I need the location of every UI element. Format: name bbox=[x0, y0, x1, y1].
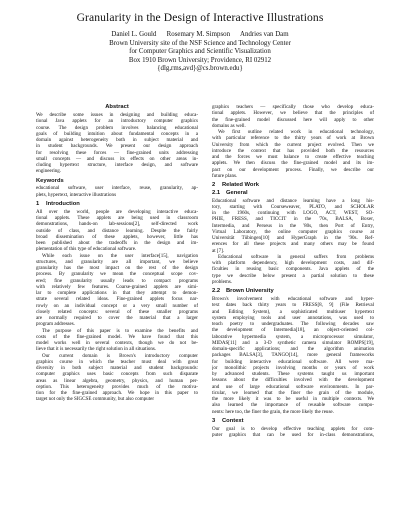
text-line: nents: here too, the finer the grain, the more likely the reuse. bbox=[212, 408, 334, 415]
text-line: model works well in several contexts, though we do not be- bbox=[36, 340, 198, 347]
section-heading-related-work bbox=[212, 182, 374, 188]
text-line: tional Java applets for an introductory computer graphics bbox=[36, 118, 198, 125]
author-block bbox=[0, 31, 400, 74]
text-line: been published about the tradeoffs in the design and im- bbox=[36, 240, 198, 247]
text-line: computer graphics uses basic concepts from such disparate bbox=[36, 371, 198, 378]
text-line: strate several related ideas. Fine-grained applets focus nar- bbox=[36, 296, 198, 303]
text-line: broad dissemination of these applets, however, little has bbox=[36, 233, 198, 240]
text-line: lar to complete applications in that they attempt to demon- bbox=[36, 290, 198, 297]
text-line: future plans. bbox=[212, 172, 238, 179]
affiliation-line-2: for Computer Graphics and Scientific Visualization bbox=[129, 48, 271, 56]
text-line: granularity has the most impact on the rest of the design bbox=[36, 265, 198, 272]
text-line: The purpose of this paper is to examine the benefits and bbox=[42, 327, 198, 334]
text-line: tory, starting with Courseweaver, PLATO, and SCHOLAR bbox=[212, 203, 374, 210]
text-line: demonstrations, hands-on lab-sessions[2], self-directed work bbox=[36, 221, 198, 228]
section-number: 2 bbox=[212, 182, 216, 189]
right-column bbox=[212, 104, 374, 438]
text-line: ficulties in reusing basic components. Java applets of the bbox=[212, 266, 374, 273]
text-line: course. The design problem involves balancing educational bbox=[36, 124, 198, 131]
text-line: are normally required to cover the material that a larger bbox=[36, 315, 198, 322]
text-line: and use of large educational software environments. In par- bbox=[212, 383, 374, 390]
text-line: pact on our development process. Finally, we describe our bbox=[212, 166, 374, 173]
author-emails: {dlg,rms,avd}@cs.brown.edu} bbox=[157, 65, 243, 73]
subsection-number: 2.2 bbox=[212, 288, 221, 295]
section-heading-context bbox=[212, 418, 374, 424]
text-line: and Editing System), a sophisticated multiuser hypertext bbox=[212, 308, 374, 315]
intro-paragraph-1 bbox=[36, 209, 198, 253]
text-line: domain against heterogeneity both in subject material and bbox=[36, 137, 198, 143]
section-number: 1 bbox=[36, 201, 40, 208]
affiliation-line-3: Box 1910 Brown University; Providence, RI 02912 bbox=[128, 56, 272, 64]
text-line: with platform dependency, high development costs, and dif- bbox=[212, 260, 374, 267]
text-line: program addresses. bbox=[36, 321, 75, 328]
text-line: the more likely it was to be useful in multiple contexts. We bbox=[212, 396, 374, 403]
intro-paragraph-2 bbox=[36, 253, 198, 328]
text-line: puter graphics that can be used for in-class demonstrations, bbox=[212, 432, 374, 439]
text-line: Universität Tübingen[10] and HyperGraph in the '90s. Ref- bbox=[212, 235, 374, 242]
text-line: the fine-grained model discussed here will apply to other bbox=[212, 116, 374, 123]
text-line: lieve that it is necessarily the right solution in all situations. bbox=[36, 346, 157, 353]
text-line: introduce the context that has provided both the resources bbox=[212, 147, 374, 154]
text-line: lessons about the difficulties involved with the development bbox=[212, 377, 374, 384]
text-line: tional applets. However, we believe that the principles of bbox=[212, 110, 374, 117]
text-line: University from which the current project evolved. Then we bbox=[212, 141, 374, 148]
text-line: in the 1960s, continuing with LOGO, ACT, WEST, SO- bbox=[212, 210, 374, 217]
section-number: 3 bbox=[212, 418, 216, 425]
text-line: While each issue on the user interface[15], navigation bbox=[42, 252, 198, 259]
text-line: graphics teachers — specifically those who develop educa- bbox=[212, 104, 374, 110]
text-line: Educational software and distance learning have a long his- bbox=[212, 197, 374, 204]
text-line: for resolving these forces — fine-grained units addressing bbox=[36, 149, 198, 156]
keywords-text bbox=[36, 185, 198, 198]
text-line: problems. bbox=[212, 278, 233, 285]
text-line: also learned the importance of reusable software compo- bbox=[212, 402, 374, 409]
text-line: with relatively few features. Coarse-grained applets are simi- bbox=[36, 283, 198, 290]
text-line: Brown's involvement with educational software and hyper- bbox=[212, 296, 374, 303]
general-paragraph-2 bbox=[212, 254, 374, 285]
text-line: laborative hypermedia system, a microprocessor simulator, bbox=[212, 333, 374, 340]
text-line: structures, and granularity are all important, we believe bbox=[36, 258, 198, 265]
section-title: Related Work bbox=[222, 182, 259, 189]
text-line: in student backgrounds. We present our design approach bbox=[36, 143, 198, 150]
text-line: graphics course in which the teacher must deal with great bbox=[36, 358, 198, 365]
abstract-heading: Abstract bbox=[105, 104, 129, 110]
text-line: for building interactive educational software. All were ma- bbox=[212, 358, 374, 365]
intro-paragraph-3 bbox=[36, 328, 198, 353]
subsection-heading-brown bbox=[212, 288, 374, 294]
text-line: tion for the fine-grained approach. We hope in this paper to bbox=[36, 390, 198, 397]
text-line: ception. This heterogeneity provides much of the motiva- bbox=[36, 383, 198, 390]
text-line: diversity in both subject material and student backgrounds: bbox=[36, 365, 198, 372]
subsection-title: Brown University bbox=[226, 288, 274, 295]
text-line: target not only the SIGCSE community, but also computer bbox=[36, 396, 155, 403]
text-line: educational software, user interface, reuse, granularity, ap- bbox=[36, 185, 198, 192]
keywords-heading-label: Keywords bbox=[36, 177, 64, 184]
text-line: PHIE, FRESS, and TICCIT in the '70s, BALSA, Boxer, bbox=[212, 216, 374, 223]
context-paragraph-1 bbox=[212, 426, 374, 439]
text-line: engineering. bbox=[36, 168, 62, 175]
text-line: the development of Intermedia[18], an object-oriented col- bbox=[212, 327, 374, 334]
text-line: Educational software in general suffers from problems bbox=[218, 253, 374, 260]
text-line: process. By granularity we mean the conceptual scope cov- bbox=[36, 271, 198, 278]
text-line: and the forces we must balance to create effective teaching bbox=[212, 154, 374, 160]
text-line: domains as well. bbox=[212, 122, 246, 129]
text-line: cluding hypertext structure, interface design, and software bbox=[36, 162, 198, 168]
section-title: Context bbox=[222, 418, 244, 425]
text-line: Our current domain is Brown's introductory computer bbox=[42, 352, 198, 359]
text-line: areas as linear algebra, geometry, physics, and human per- bbox=[36, 377, 198, 384]
subsection-number: 2.1 bbox=[212, 189, 221, 196]
general-paragraph-1 bbox=[212, 198, 374, 254]
text-line: All over the world, people are developing interactive educa- bbox=[36, 208, 198, 215]
left-column bbox=[36, 104, 198, 403]
author-names: Daniel L. Gould Rosemary M. Simpson Andries van Dam bbox=[111, 31, 289, 38]
paper-title: Granularity in the Design of Interactive Illustrations bbox=[76, 11, 324, 24]
text-line: text dates back thirty years to FRESS[8, 9] (File Retrieval bbox=[212, 302, 374, 309]
text-line: We describe some issues in designing and building educa- bbox=[36, 112, 198, 118]
text-line: closely related concepts: several of these smaller programs bbox=[36, 308, 198, 315]
text-line: at [7]. bbox=[212, 247, 225, 254]
text-line: system employing tools and user annotations, was used to bbox=[212, 314, 374, 321]
text-line: plets, hypertext, interactive illustrations bbox=[36, 191, 117, 198]
text-line: rowly on an individual concept or a very small number of bbox=[36, 302, 198, 309]
keywords-heading bbox=[36, 178, 198, 184]
text-line: by advanced students. These systems taught us important bbox=[212, 371, 374, 378]
intro-paragraph-5 bbox=[212, 129, 374, 179]
text-line: applets. We then discuss the fine-grained model and its im- bbox=[212, 160, 374, 167]
text-line: erences for all these projects and many others may be found bbox=[212, 241, 374, 248]
text-line: Virtual Laboratory, the online computer graphics course at bbox=[212, 228, 374, 235]
subsection-heading-general bbox=[212, 190, 374, 196]
text-line: packages BALSA[3], TANGO[14], more general frameworks bbox=[212, 352, 374, 359]
section-heading-introduction bbox=[36, 201, 198, 207]
text-line: We first outline related work in educational technology, bbox=[218, 129, 374, 135]
text-line: ticular, we learned that the finer the grain of the module, bbox=[212, 389, 374, 396]
text-line: domain-specific applications; and the algorithm animation bbox=[212, 346, 374, 353]
text-line: Intermedia, and Perseus in the '80s, then Port of Entry, bbox=[212, 222, 374, 229]
section-title: Introduction bbox=[46, 201, 80, 208]
text-line: ered; fine granularity usually leads to compact programs bbox=[36, 277, 198, 284]
brown-paragraph-1 bbox=[212, 296, 374, 415]
text-line: type we describe below present a partial solution to these bbox=[212, 272, 374, 279]
text-line: goals of building intuition about fundamental concepts in a bbox=[36, 130, 198, 137]
text-line: teach poetry to undergraduates. The following decades saw bbox=[212, 321, 374, 328]
text-line: tional applets. These applets are being used in classroom bbox=[36, 215, 198, 222]
text-line: jor monolithic projects involving months or years of work bbox=[212, 364, 374, 371]
text-line: small concepts — and discuss its effects on other areas in- bbox=[36, 155, 198, 162]
subsection-title: General bbox=[226, 189, 248, 196]
text-line: Our goal is to develop effective teaching applets for com- bbox=[212, 425, 374, 432]
intro-continuation bbox=[212, 104, 374, 129]
text-line: plementation of this type of educational software. bbox=[36, 246, 137, 253]
affiliation-line-1: Brown University site of the NSF Science and Technology Center bbox=[109, 39, 291, 47]
text-line: MIDAS[11] and a 3-D synthetic camera simulator ROMPS[19], bbox=[212, 339, 374, 346]
text-line: outside of class, and distance learning. Despite the fairly bbox=[36, 227, 198, 234]
text-line: costs of the fine-grained model. We have found that this bbox=[36, 333, 198, 340]
text-line: with particular reference to the thirty years of work at Brown bbox=[212, 135, 374, 142]
abstract-text bbox=[36, 112, 198, 175]
intro-paragraph-4 bbox=[36, 353, 198, 403]
